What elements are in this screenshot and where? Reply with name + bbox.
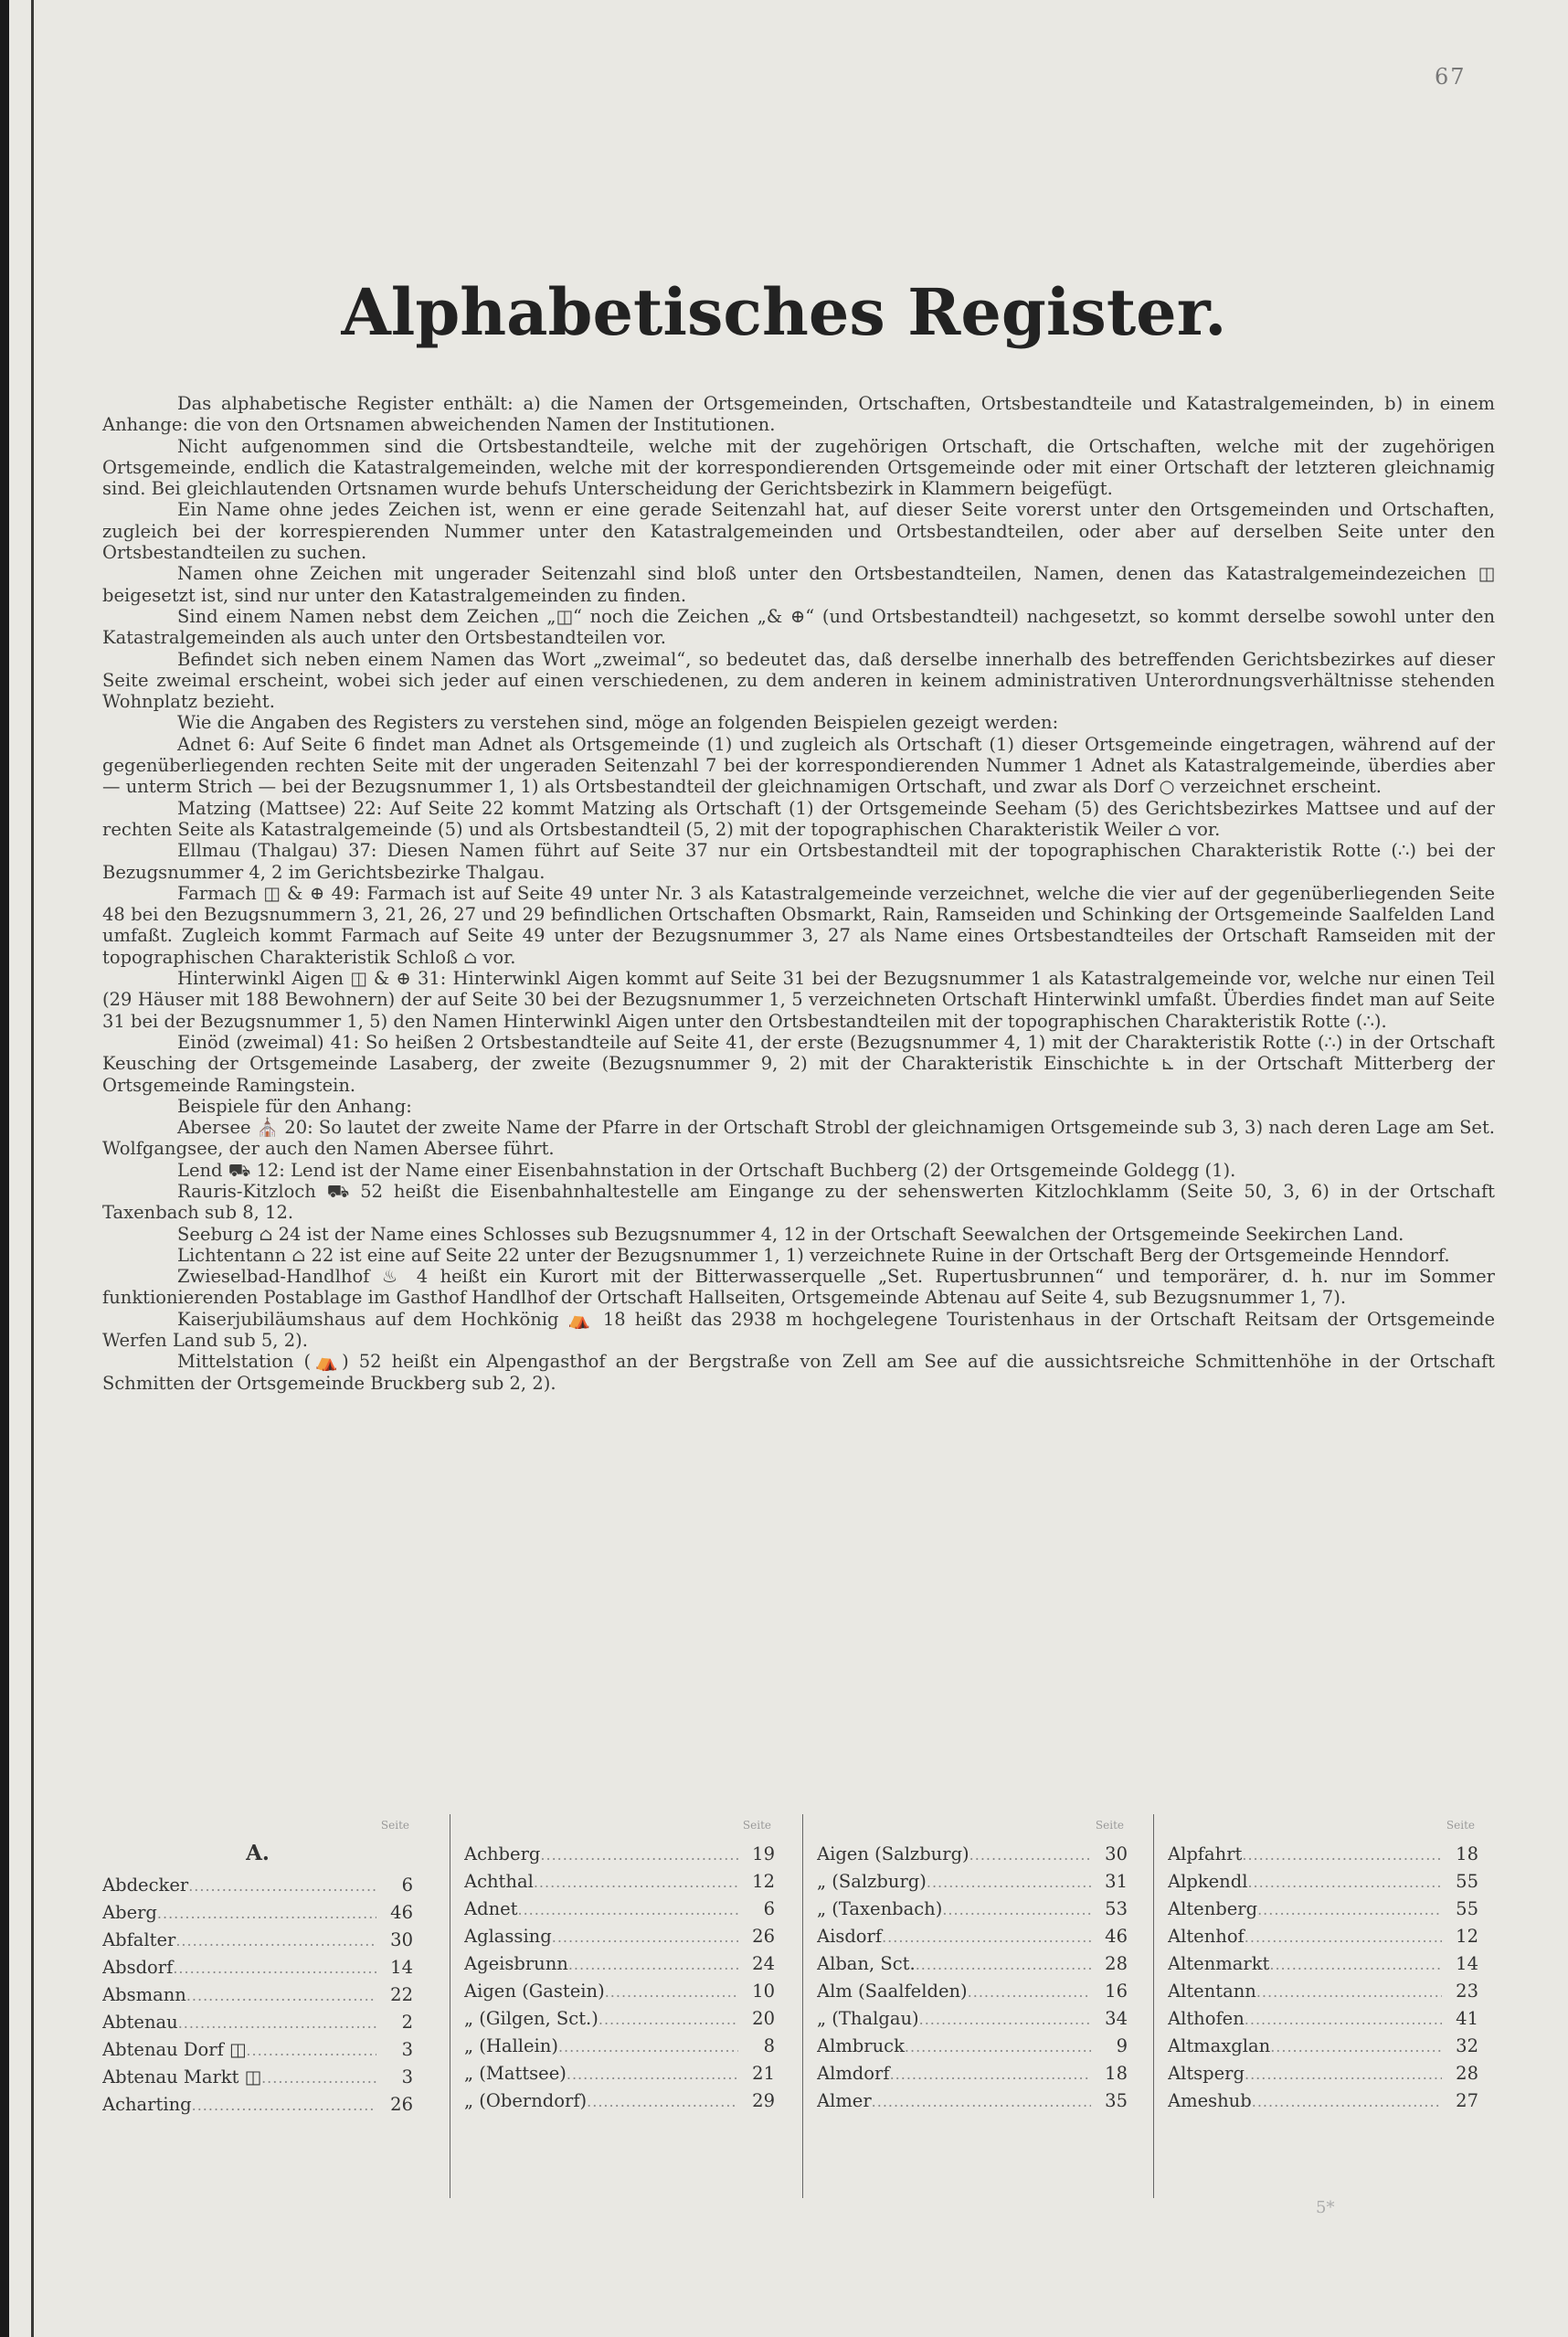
entry-page: 16 (1105, 1981, 1128, 2002)
intro-paragraph: Befindet sich neben einem Namen das Wort „zweimal“, so bedeutet das, daß derselbe innerhalb des betreffenden Gerichtsbezirkes auf dieser Seite zweimal erscheint, wobei sich jeder auf einen verschiedenen, zu dem anderen in keinem administrativen Unterordnungsverhältnisse stehenden Wohnplatz bezieht. (102, 648, 1495, 713)
entry-name: Achberg (464, 1843, 541, 1864)
entry-name: Absmann (102, 1984, 186, 2005)
leader-dots (927, 1869, 1091, 1896)
leader-dots (916, 1951, 1091, 1978)
entry-page: 34 (1105, 2008, 1128, 2029)
intro-paragraph: Nicht aufgenommen sind die Ortsbestandteile, welche mit der zugehörigen Ortschaft, die Ortschaften, welche mit der zugehörigen Ortsgemeinde, endlich die Katastralgemeinden, welche mit der korrespondierenden Ortsgemeinde oder mit einer Ortschaft der letzteren gleichnamig sind. Bei gleichlautenden Ortsnamen wurde behufs Unterscheidung der Gerichtsbezirk in Klammern beigefügt. (102, 435, 1495, 500)
intro-paragraph: Lichtentann ⌂ 22 ist eine auf Seite 22 unter der Bezugsnummer 1, 1) verzeichnete Ruine in der Ortschaft Berg der Ortsgemeinde Henndorf. (177, 1244, 1450, 1266)
intro-paragraph: Ellmau (Thalgau) 37: Diesen Namen führt auf Seite 37 nur ein Ortsbestandteil mit der topographischen Charakteristik Rotte (∴) bei der Bezugsnummer 4, 2 im Gerichtsbezirke Thalgau. (102, 840, 1495, 883)
leader-dots (942, 1896, 1091, 1923)
index-entry (1168, 2033, 1478, 2060)
entry-page: 22 (390, 1984, 413, 2005)
leader-dots (534, 1869, 738, 1896)
entry-name: Almbruck (817, 2035, 905, 2056)
leader-dots (518, 1896, 739, 1923)
leader-dots (558, 2034, 738, 2060)
index-entry (1168, 1923, 1478, 1950)
leader-dots (540, 1842, 738, 1868)
index-entry (464, 1868, 775, 1896)
intro-paragraph: Farmach ◫ & ⊕ 49: Farmach ist auf Seite 49 unter Nr. 3 als Katastralgemeinde verzeichnet, welche die vier auf der gegenüberliegenden Seite 48 bei den Bezugsnummern 3, 21, 26, 27 und 29 befindlichen Ortschaften Obsmarkt, Rain, Ramseiden und Schinking der Ortsgemeinde Saalfelden Land umfaßt. Zugleich kommt Farmach auf Seite 49 unter der Bezugsnummer 3, 27 als Name eines Ortsbestandteiles der Ortschaft Ramseiden mit der topographischen Charakteristik Schloß ⌂ vor. (102, 882, 1495, 968)
index-entry (464, 2060, 775, 2087)
entry-name: Alpfahrt (1168, 1843, 1243, 1864)
entry-page: 27 (1456, 2090, 1478, 2111)
entry-page: 31 (1105, 1871, 1128, 1892)
leader-dots (568, 1951, 738, 1978)
entry-name: Altenmarkt (1168, 1953, 1270, 1974)
entry-page: 28 (1105, 1953, 1128, 1974)
leader-dots (599, 2006, 738, 2033)
leader-dots (178, 2010, 376, 2036)
index-entry (464, 2033, 775, 2060)
intro-paragraph: Namen ohne Zeichen mit ungerader Seitenzahl sind bloß unter den Ortsbestandteilen, Namen, denen das Katastralgemeindezeichen ◫ beigesetzt ist, sind nur unter den Katastralgemeinden zu finden. (102, 563, 1495, 606)
entry-name: Almdorf (817, 2063, 890, 2084)
leader-dots (969, 1842, 1091, 1868)
entry-name: Abdecker (102, 1875, 189, 1896)
entry-page: 18 (1456, 1843, 1478, 1864)
entry-page: 9 (1116, 2035, 1128, 2056)
index-entry (817, 2060, 1128, 2087)
leader-dots (1269, 1951, 1442, 1978)
index-entry (817, 1841, 1128, 1868)
leader-dots (192, 2092, 376, 2119)
entry-name: Altenberg (1168, 1898, 1258, 1919)
leader-dots (188, 1873, 376, 1899)
index-entry (817, 1950, 1128, 1978)
leader-dots (905, 2034, 1091, 2060)
entry-page: 32 (1456, 2035, 1478, 2056)
entry-page: 46 (1105, 1926, 1128, 1947)
entry-name: Altenhof (1168, 1926, 1245, 1947)
entry-name: Alm (Saalfelden) (817, 1981, 968, 2002)
entry-page: 26 (752, 1926, 775, 1947)
index-entry (464, 2005, 775, 2033)
binding-line (31, 0, 34, 2337)
entry-page: 20 (752, 2008, 775, 2029)
index-entry (102, 1927, 413, 1954)
index-entry (102, 2009, 413, 2036)
entry-name: Altmaxglan (1168, 2035, 1271, 2056)
entry-page: 8 (763, 2035, 775, 2056)
intro-paragraph: Ein Name ohne jedes Zeichen ist, wenn er eine gerade Seitenzahl hat, auf dieser Seite vorerst unter den Ortsgemeinden und Ortschaften, zugleich bei der korrespierenden Nummer unter den Katastralgemeinden und Ortsbestandteilen, oder aber auf derselben Seite unter den Ortsbestandteilen zu suchen. (102, 499, 1495, 564)
entry-page: 12 (752, 1871, 775, 1892)
leader-dots (1256, 1979, 1442, 2005)
intro-paragraph: Hinterwinkl Aigen ◫ & ⊕ 31: Hinterwinkl Aigen kommt auf Seite 31 bei der Bezugsnummer 1 als Katastralgemeinde vor, welche nur einen Teil (29 Häuser mit 188 Bewohnern) der auf Seite 30 bei der Bezugsnummer 1, 5 verzeichneten Ortschaft Hinterwinkl umfaßt. Überdies findet man auf Seite 31 bei der Bezugsnummer 1, 5) den Namen Hinterwinkl Aigen unter den Ortsbestandteilen mit der topographischen Charakteristik Rotte (∴). (102, 968, 1495, 1032)
leader-dots (261, 2065, 376, 2091)
index-column-2 (464, 1819, 775, 2115)
index-entry (1168, 2060, 1478, 2087)
leader-dots (872, 2088, 1091, 2115)
index-entry (817, 1896, 1128, 1923)
index-column-1 (102, 1819, 413, 2119)
index-entry (102, 1872, 413, 1899)
entry-page: 14 (1456, 1953, 1478, 1974)
entry-page: 30 (390, 1929, 413, 1950)
index-entry (102, 1899, 413, 1927)
intro-paragraph: Das alphabetische Register enthält: a) die Namen der Ortsgemeinden, Ortschaften, Ortsbestandteile und Katastralgemeinden, b) in einem Anhange: die von den Ortsnamen abweichenden Namen der Institutionen. (102, 393, 1495, 436)
entry-name: Aglassing (464, 1926, 552, 1947)
entry-page: 24 (752, 1953, 775, 1974)
leader-dots (1245, 2061, 1442, 2087)
index-column-4 (1168, 1819, 1478, 2115)
entry-name: Aisdorf (817, 1926, 883, 1947)
index-entry (102, 1954, 413, 1981)
leader-dots (186, 1982, 376, 2009)
entry-name: Altsperg (1168, 2063, 1245, 2084)
entry-page: 14 (390, 1957, 413, 1978)
entry-name: Acharting (102, 2094, 192, 2115)
entry-name: Ageisbrunn (464, 1953, 568, 1974)
leader-dots (1247, 1869, 1442, 1896)
index-entry (817, 2087, 1128, 2115)
leader-dots (567, 2061, 738, 2087)
intro-paragraph: Wie die Angaben des Registers zu verstehen sind, möge an folgenden Beispielen gezeigt werden: (177, 712, 1059, 734)
footer-mark: 5* (1316, 2198, 1335, 2217)
leader-dots (1245, 1924, 1442, 1950)
leader-dots (919, 2006, 1091, 2033)
intro-paragraph: Mittelstation (⛺) 52 heißt ein Alpengasthof an der Bergstraße von Zell am See auf die aussichtsreiche Schmittenhöhe in der Ortschaft Schmitten der Ortsgemeinde Bruckberg sub 2, 2). (102, 1351, 1495, 1394)
column-page-header: Seite (380, 1819, 409, 1832)
index-entry (817, 2005, 1128, 2033)
index-entry (102, 2036, 413, 2064)
entry-name: Almer (817, 2090, 872, 2111)
index-entry (1168, 1978, 1478, 2005)
leader-dots (1245, 2006, 1442, 2033)
index-entry (1168, 1896, 1478, 1923)
entry-name: Aigen (Gastein) (464, 1981, 605, 2002)
entry-page: 28 (1456, 2063, 1478, 2084)
intro-paragraph: Beispiele für den Anhang: (177, 1095, 412, 1117)
entry-name: Aberg (102, 1902, 157, 1923)
entry-name: Adnet (464, 1898, 518, 1919)
index-entry (102, 2064, 413, 2091)
column-page-header: Seite (1446, 1819, 1475, 1832)
leader-dots (173, 1955, 376, 1981)
index-entry (1168, 1868, 1478, 1896)
entry-name: „ (Gilgen, Sct.) (464, 2008, 599, 2029)
index-column-3 (817, 1819, 1128, 2115)
entry-name: Abfalter (102, 1929, 176, 1950)
column-divider (802, 1814, 803, 2198)
leader-dots (175, 1928, 376, 1954)
intro-paragraph: Rauris-Kitzloch ⛟ 52 heißt die Eisenbahnhaltestelle am Eingange zu der sehenswerten Kitzlochklamm (Seite 50, 3, 6) in der Ortschaft Taxenbach sub 8, 12. (102, 1180, 1495, 1224)
leader-dots (890, 2061, 1091, 2087)
entry-page: 6 (401, 1875, 413, 1896)
entry-name: Absdorf (102, 1957, 174, 1978)
intro-paragraph: Abersee ⛪ 20: So lautet der zweite Name der Pfarre in der Ortschaft Strobl der gleichnamigen Ortsgemeinde sub 3, 3) nach deren Lage am Set. Wolfgangsee, der auch den Namen Abersee führt. (102, 1117, 1495, 1160)
intro-paragraph: Sind einem Namen nebst dem Zeichen „◫“ noch die Zeichen „& ⊕“ (und Ortsbestandteil) nachgesetzt, so kommt derselbe sowohl unter den Katastralgemeinden als auch unter den Ortsbestandteilen vor. (102, 605, 1495, 649)
entry-page: 23 (1456, 1981, 1478, 2002)
column-page-header: Seite (1095, 1819, 1124, 1832)
entry-name: „ (Salzburg) (817, 1871, 927, 1892)
intro-paragraph: Seeburg ⌂ 24 ist der Name eines Schlosses sub Bezugsnummer 4, 12 in der Ortschaft Seewalchen der Ortsgemeinde Seekirchen Land. (177, 1223, 1404, 1245)
intro-paragraph: Adnet 6: Auf Seite 6 findet man Adnet als Ortsgemeinde (1) und zugleich als Ortschaft (1) dieser Ortsgemeinde eingetragen, während auf der gegenüberliegenden rechten Seite mit der ungeraden Seitenzahl 7 bei der korrespondierenden Nummer 1 Adnet als Katastralgemeinde, überdies aber — unterm Strich — bei der Bezugsnummer 1, 1) als Ortsbestandteil der gleichnamigen Ortschaft, und zwar als Dorf ○ verzeichnet erscheint. (102, 733, 1495, 798)
leader-dots (552, 1924, 738, 1950)
index-entry (102, 1981, 413, 2009)
index-entry (464, 1841, 775, 1868)
index-entry (817, 1978, 1128, 2005)
entry-page: 35 (1105, 2090, 1128, 2111)
index-entry (1168, 1841, 1478, 1868)
entry-name: Alban, Sct. (817, 1953, 916, 1974)
entry-page: 26 (390, 2094, 413, 2115)
index-entry (817, 1868, 1128, 1896)
entry-name: Abtenau Dorf ◫ (102, 2039, 247, 2060)
entry-name: „ (Mattsee) (464, 2063, 567, 2084)
entry-name: „ (Thalgau) (817, 2008, 919, 2029)
leader-dots (1252, 2088, 1442, 2115)
entry-page: 41 (1456, 2008, 1478, 2029)
entry-page: 46 (390, 1902, 413, 1923)
index-entry (1168, 2005, 1478, 2033)
entry-page: 18 (1105, 2063, 1128, 2084)
index-entry (464, 1978, 775, 2005)
index-entry (817, 1923, 1128, 1950)
column-page-header: Seite (742, 1819, 771, 1832)
leader-dots (587, 2088, 738, 2115)
leader-dots (1242, 1842, 1442, 1868)
leader-dots (1270, 2034, 1442, 2060)
leader-dots (968, 1979, 1091, 2005)
intro-paragraph: Einöd (zweimal) 41: So heißen 2 Ortsbestandteile auf Seite 41, der erste (Bezugsnummer 4, 1) mit der Charakteristik Rotte (∴) in der Ortschaft Keusching der Ortsgemeinde Lasaberg, der zweite (Bezugsnummer 9, 2) mit der Charakteristik Einschichte ⊾ in der Ortschaft Mitterberg der Ortsgemeinde Ramingstein. (102, 1031, 1495, 1096)
entry-name: Aigen (Salzburg) (817, 1843, 969, 1864)
intro-paragraph: Lend ⛟ 12: Lend ist der Name einer Eisenbahnstation in der Ortschaft Buchberg (2) der Ortsgemeinde Goldegg (1). (177, 1159, 1236, 1181)
entry-name: „ (Hallein) (464, 2035, 558, 2056)
entry-page: 10 (752, 1981, 775, 2002)
entry-page: 3 (401, 2066, 413, 2087)
leader-dots (246, 2037, 376, 2064)
index-entry (464, 1896, 775, 1923)
index-entry (464, 1923, 775, 1950)
index-entry (464, 2087, 775, 2115)
entry-page: 29 (752, 2090, 775, 2111)
intro-paragraph: Matzing (Mattsee) 22: Auf Seite 22 kommt Matzing als Ortschaft (1) der Ortsgemeinde Seeham (5) des Gerichtsbezirkes Mattsee und auf der rechten Seite als Katastralgemeinde (5) und als Ortsbestandteil (5, 2) mit der topographischen Charakteristik Weiler ⌂ vor. (102, 797, 1495, 840)
leader-dots (882, 1924, 1091, 1950)
entry-name: Altentann (1168, 1981, 1256, 2002)
index-entry (102, 2091, 413, 2119)
entry-name: Abtenau (102, 2012, 178, 2033)
entry-page: 21 (752, 2063, 775, 2084)
column-divider (1153, 1814, 1154, 2198)
entry-page: 12 (1456, 1926, 1478, 1947)
entry-page: 55 (1456, 1871, 1478, 1892)
entry-name: Althofen (1168, 2008, 1245, 2029)
entry-page: 3 (401, 2039, 413, 2060)
entry-page: 2 (401, 2012, 413, 2033)
entry-name: „ (Oberndorf) (464, 2090, 588, 2111)
index-letter: A. (246, 1841, 270, 1865)
entry-page: 53 (1105, 1898, 1128, 1919)
leader-dots (157, 1900, 376, 1927)
entry-page: 6 (763, 1898, 775, 1919)
page-number: 67 (1435, 64, 1467, 90)
page-edge (0, 0, 9, 2337)
leader-dots (605, 1979, 738, 2005)
intro-text (102, 393, 1495, 1394)
entry-name: „ (Taxenbach) (817, 1898, 943, 1919)
intro-paragraph: Zwieselbad-Handlhof ♨ 4 heißt ein Kurort mit der Bitterwasserquelle „Set. Rupertusbrunnen“ und temporärer, d. h. nur im Sommer funktionierenden Postablage im Gasthof Handlhof der Ortschaft Hallseiten, Ortsgemeinde Abtenau auf Seite 4, sub Bezugsnummer 1, 7). (102, 1266, 1495, 1309)
index-entry (817, 2033, 1128, 2060)
entry-page: 55 (1456, 1898, 1478, 1919)
entry-name: Achthal (464, 1871, 534, 1892)
entry-page: 30 (1105, 1843, 1128, 1864)
index-entry (1168, 2087, 1478, 2115)
entry-name: Ameshub (1168, 2090, 1252, 2111)
entry-name: Alpkendl (1168, 1871, 1248, 1892)
entry-name: Abtenau Markt ◫ (102, 2066, 262, 2087)
entry-page: 19 (752, 1843, 775, 1864)
intro-paragraph: Kaiserjubiläumshaus auf dem Hochkönig ⛺ 18 heißt das 2938 m hochgelegene Touristenhaus in der Ortschaft Reitsam der Ortsgemeinde Werfen Land sub 5, 2). (102, 1308, 1495, 1352)
index-entry (464, 1950, 775, 1978)
index-entry (1168, 1950, 1478, 1978)
page-title: Alphabetisches Register. (341, 274, 1227, 350)
leader-dots (1257, 1896, 1442, 1923)
